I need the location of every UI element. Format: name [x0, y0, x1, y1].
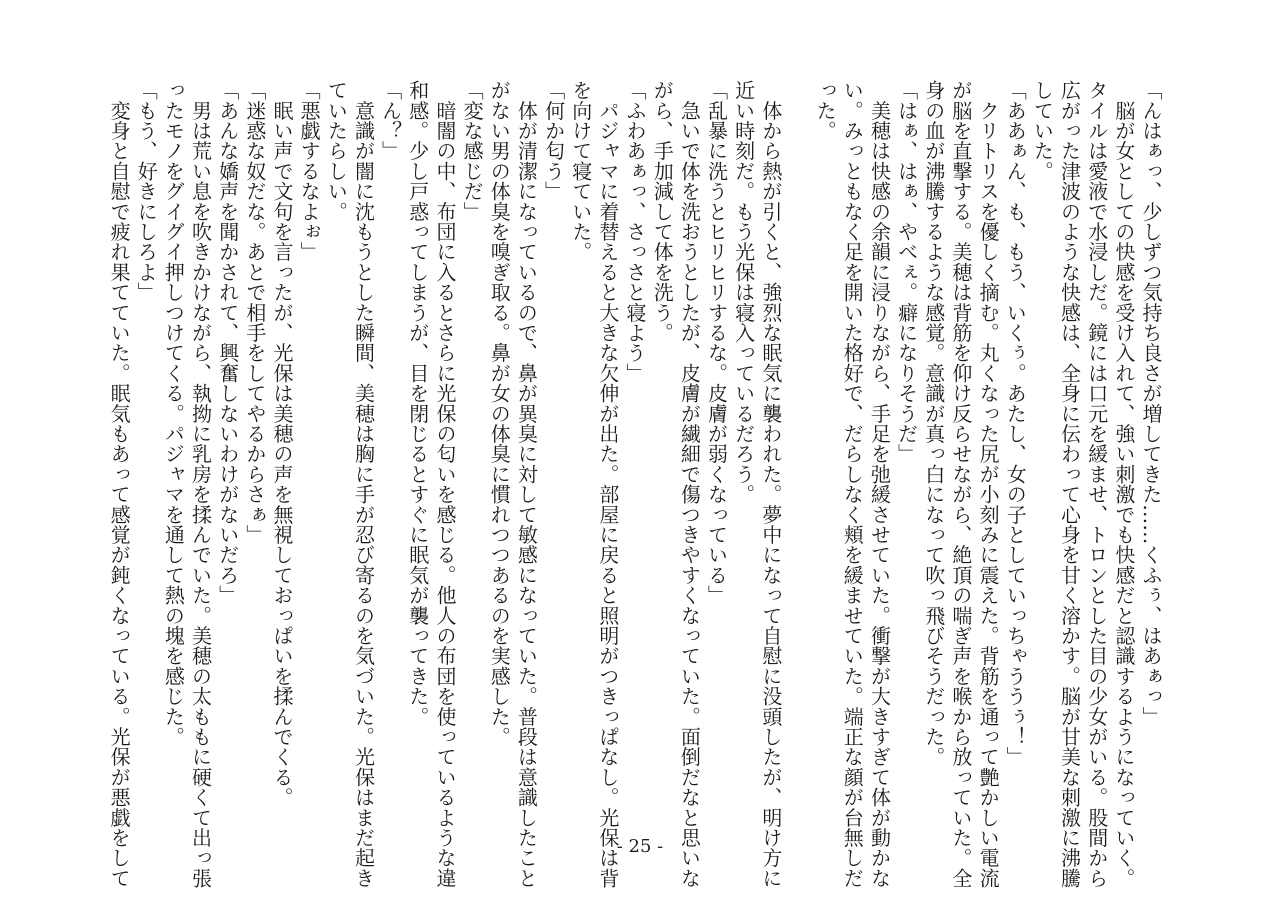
text-line: 体から熱が引くと、強烈な眠気に襲われた。夢中になって自慰に没頭したが、明け方に: [758, 80, 783, 888]
text-line: 「変な感じだ」: [460, 80, 485, 222]
text-line: 「迷惑な奴だな。あとで相手をしてやるからさぁ」: [242, 80, 267, 545]
text-line: 「何か匂う」: [541, 80, 566, 202]
text-line: 「はぁ、はぁ、やべぇ。癖になりそうだ」: [894, 80, 919, 464]
text-line: 「ああぁん、も、もう、いくぅ。あたし、女の子としていっちゃううぅ！」: [1003, 80, 1028, 767]
page-number: - 25 -: [616, 836, 664, 857]
text-line: った。: [813, 80, 838, 141]
text-line: 脳が女としての快感を受け入れて、強い刺激でも快感だと認識するようになっていく。: [1111, 80, 1136, 888]
text-line: を向けて寝ていた。: [568, 80, 593, 262]
text-line: 広がった津波のような快感は、全身に伝わって心身を甘く溶かす。脳が甘美な刺激に沸騰: [1057, 80, 1082, 888]
text-line: がら、手加減して体を洗う。: [650, 80, 675, 343]
text-line: 暗闇の中、布団に入るとさらに光保の匂いを感じる。他人の布団を使っているような違: [432, 80, 457, 888]
text-line: していた。: [1030, 80, 1055, 181]
text-line: がない男の体臭を嗅ぎ取る。鼻が女の体臭に慣れつつあるのを実感した。: [487, 80, 512, 747]
text-line: 体が清潔になっているので、鼻が異臭に対して敏感になっていた。普段は意識したこと: [514, 80, 539, 888]
text-line: 変身と自慰で疲れ果てていた。眠気もあって感覚が鈍くなっている。光保が悪戯をして: [107, 80, 132, 888]
text-line: 「乱暴に洗うとヒリヒリするな。皮膚が弱くなっている」: [704, 80, 729, 606]
text-line: が脳を直撃する。美穂は背筋を仰け反らせながら、絶頂の喘ぎ声を喉から放っていた。全: [948, 80, 973, 889]
text-line: ったモノをグイグイ押しつけてくる。パジャマを通して熱の塊を感じた。: [161, 80, 186, 747]
text-line: ていたらしい。: [324, 80, 349, 222]
text-line: 男は荒い息を吹きかけながら、執拗に乳房を揉んでいた。美穂の太ももに硬くて出っ張: [188, 80, 213, 888]
text-line: 美穂は快感の余韻に浸りながら、手足を弛緩させていた。衝撃が大きすぎて体が動かな: [867, 80, 892, 888]
text-line: い。みっともなく足を開いた格好で、だらしなく頬を緩ませていた。端正な顔が台無しだ: [840, 80, 865, 888]
text-line: 「ん？」: [378, 80, 403, 161]
text-line: 「ふわあぁっ、さっさと寝よう」: [623, 80, 648, 383]
text-line: 「もう、好きにしろよ」: [134, 80, 159, 303]
text-line: 和感。少し戸惑ってしまうが、目を閉じるとすぐに眠気が襲ってきた。: [405, 80, 430, 727]
text-line: パジャマに着替えると大きな欠伸が出た。部屋に戻ると照明がつきっぱなし。光保は背: [595, 80, 620, 888]
text-line: タイルは愛液で水浸しだ。鏡には口元を緩ませ、トロンとした目の少女がいる。股間から: [1084, 80, 1109, 888]
text-line: クリトリスを優しく摘む。丸くなった尻が小刻みに震えた。背筋を通って艶かしい電流: [976, 80, 1001, 888]
text-line: 「んはぁっ、少しずつ気持ち良さが増してきた……くふぅ、はあぁっ」: [1139, 80, 1163, 727]
text-line: 「あんな嬌声を聞かされて、興奮しないわけがないだろ」: [215, 80, 240, 606]
text-line: 急いで体を洗おうとしたが、皮膚が繊細で傷つきやすくなっていた。面倒だなと思いな: [677, 80, 702, 888]
text-line: [784, 80, 811, 812]
text-line: 眠い声で文句を言ったが、光保は美穂の声を無視しておっぱいを揉んでくる。: [270, 80, 294, 808]
text-line: 身の血が沸騰するような感覚。意識が真っ白になって吹っ飛びそうだった。: [921, 80, 946, 767]
text-line: 近い時刻だ。もう光保は寝入っているだろう。: [731, 80, 756, 505]
text-line: 「悪戯するなよぉ」: [297, 80, 322, 262]
text-line: 意識が闇に沈もうとした瞬間、美穂は胸に手が忍び寄るのを気づいた。光保はまだ起き: [351, 80, 376, 888]
